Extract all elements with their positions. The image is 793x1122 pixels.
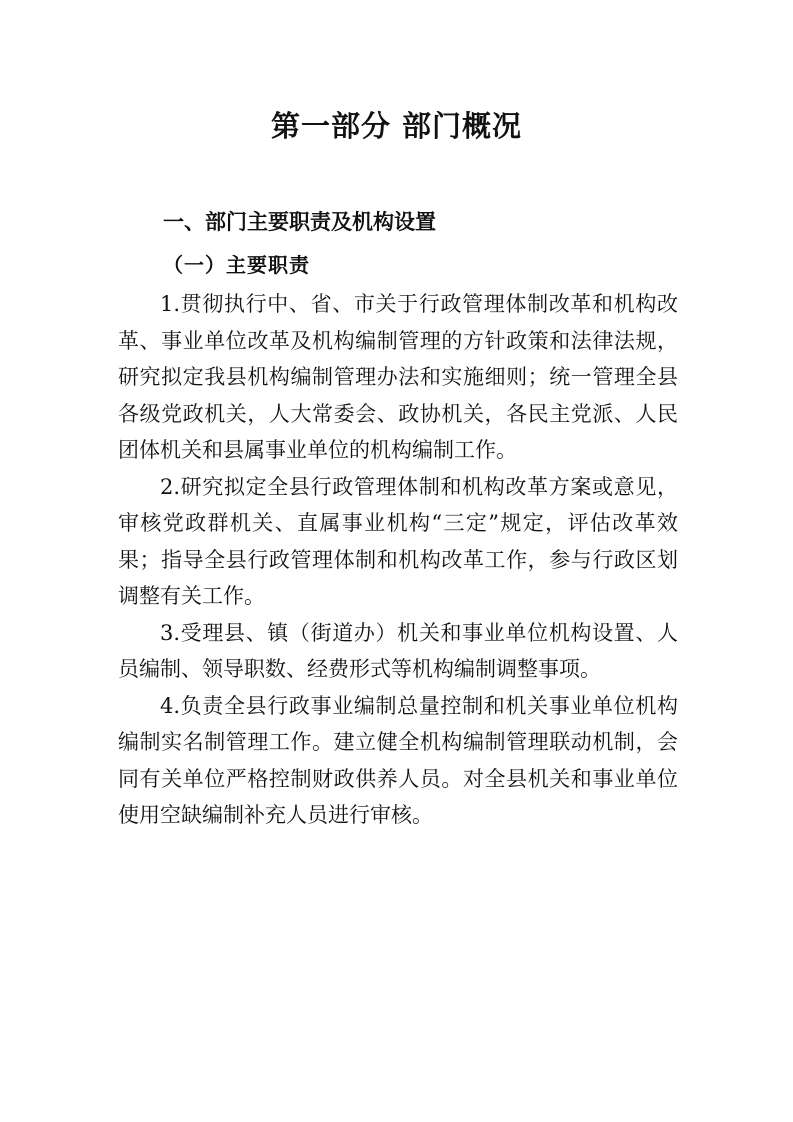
section-heading: 一、部门主要职责及机构设置 <box>163 210 436 234</box>
body-text <box>118 286 678 834</box>
sub-heading: （一）主要职责 <box>163 253 310 277</box>
page-title: 第一部分 部门概况 <box>270 109 523 143</box>
paragraph-3: 3.受理县、镇（街道办）机关和事业单位机构设置、人员编制、领导职数、经费形式等机构编制调整事项。 <box>118 620 678 681</box>
paragraph-4: 4.负责全县行政事业编制总量控制和机关事业单位机构编制实名制管理工作。建立健全机构编制管理联动机制，会同有关单位严格控制财政供养人员。对全县机关和事业单位使用空缺编制补充人员进行审核。 <box>118 693 678 827</box>
paragraph-2: 2.研究拟定全县行政管理体制和机构改革方案或意见，审核党政群机关、直属事业机构“三定”规定，评估改革效果；指导全县行政管理体制和机构改革工作，参与行政区划调整有关工作。 <box>118 474 678 608</box>
paragraph-1: 1.贯彻执行中、省、市关于行政管理体制改革和机构改革、事业单位改革及机构编制管理的方针政策和法律法规，研究拟定我县机构编制管理办法和实施细则；统一管理全县各级党政机关，人大常委会、政协机关，各民主党派、人民团体机关和县属事业单位的机构编制工作。 <box>118 292 678 462</box>
